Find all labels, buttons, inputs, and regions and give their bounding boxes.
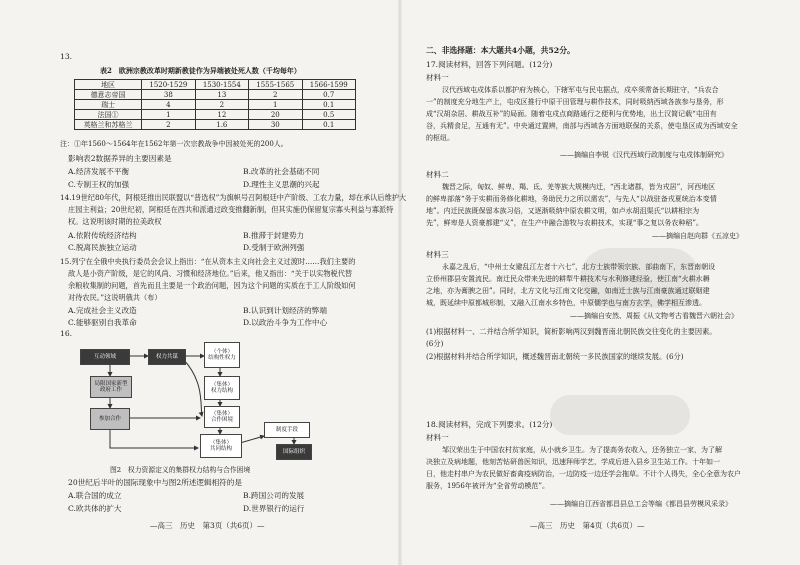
box-institutional-means: 制度手段 [264,422,310,438]
table-header-cell: 1530-1554 [195,80,248,90]
q18-material-line: 决独立及病地题，他刻苦钻研兽医知识，迅速拜师学艺，学成后进入县乡卫生站工作。十年如一 [426,458,720,466]
q17-part-1: (1)根据材料一、二并结合所学知识，简析影响两汉到魏晋南北朝民族交往变化的主要因素。 [426,327,717,336]
q13-stem: 影响表2数据养异的主要因素是 [68,154,172,163]
q16-option-c[interactable]: C.欧共体的扩大 [68,504,122,513]
material-3-label: 材料三 [426,250,449,259]
box-common-structure: （集体） 共同结构 [200,434,242,458]
material-2-source: ——摘编自赵向群《五凉史》 [652,232,743,240]
q18-material-line: 服务，1956年被评为“全省劳动模范”。 [426,482,549,490]
table-cell: 13 [195,90,248,100]
material-3-line: 城，既延续中原都城形制，又融入江南水乡特色，中原儒学也与南方玄学，佛学相互渗透。 [426,299,706,307]
table-row [75,120,356,130]
table-cell: 0.5 [302,110,356,120]
material-1-line: 汉代西域屯戍体系以都护府为核心，下辖军屯与民屯据点，戍卒须常备长期驻守，“兵农合 [442,86,719,94]
table-cell: 英格兰和苏格兰 [75,120,142,130]
table-header-cell: 1566-1599 [302,80,356,90]
table-header-cell: 1520-1529 [142,80,195,90]
box-power-collusion: 权力共谋 [148,349,186,365]
material-1-line: 谷，兵精食足，互通有无”。中央通过置辨，南部与西域各方面地联保的关系，使屯垦区成为西域安全 [426,122,738,130]
q18-heading: 18.阅读材料，完成下列要求。(12分) [426,420,553,429]
watermark-blot [550,395,690,435]
figure-caption: 图2 权力资源定义的集群权力结构与合作困境 [110,466,251,474]
material-2-line: 的鲜卑部落“务于实耕而务修化耕地，务助民力之所以需农”，与先人“以战驻备戎夏统治本变情 [426,195,717,203]
material-1-label: 材料一 [426,73,449,82]
table-cell: 德意志帝国 [75,90,142,100]
table-row [75,90,356,100]
table-row [75,100,356,110]
table-header-cell: 1555-1565 [249,80,302,90]
q18-material-line: 邹汉荣出生于中国农村贫家庭，从小就乡卫生。为了提高务农收入，还务独立一家，为了解 [442,446,722,454]
material-1-source: ——摘编自李锐《汉代西域行政制度与屯戍体制研究》 [560,151,728,159]
q13-option-a[interactable]: A.经济发展不平衡 [68,167,130,176]
q16-option-d[interactable]: D.世界银行的运行 [243,504,305,513]
material-2-label: 材料二 [426,170,449,179]
q14-line: 14.19世纪80年代，阿根廷推出民联盟以“普选权”为旗帜号召阿根廷中产阶级、工农力量，却在承认后维护大 [60,193,407,202]
table-cell: 2 [249,90,302,100]
power-structure-diagram [80,338,340,463]
q13-number: 13. [60,52,73,61]
box-cooperation-dilemma: （集体） 合作困境 [204,406,240,428]
q15-option-a[interactable]: A.完成社会主义改造 [68,306,137,315]
material-1-line: 的枢纽。 [426,134,454,142]
q17-heading: 17.阅读材料，回答下列问题。(12分) [426,60,553,69]
table-cell: 1 [249,100,302,110]
q14-option-b[interactable]: B.推滞于封建势力 [243,231,305,240]
table-cell: 1 [142,110,195,120]
table-cell: 瑞士 [75,100,142,110]
q15-line: 对待农民。”这说明俄共（布） [68,293,162,302]
table-cell: 0.7 [302,90,356,100]
table-header-row [75,80,356,90]
q17-part-2: (2)根据材料并结合所学知识，概述魏晋南北朝统一多民族国家的继续发展。(6分) [426,352,684,361]
table-cell: 2 [142,120,195,130]
material-2-line: 地”。内迁民族既保留本族习俗，又逐渐吸纳中原农耕文明，如卢水胡沮渠氏“以耕相宗为 [426,207,700,215]
material-2-line: 魏晋之际，匈奴、鲜卑、羯、氐、羌等族大规模内迁，“西北诸郡，皆为戎居”，河西地区 [442,183,716,191]
page-footer: —高三 历史 第4页（共6页）— [530,521,645,530]
table-note: 注：①年1560～1564年在1562年第一次宗教战争中因被处死的200人。 [60,140,288,148]
table-cell: 0.1 [302,120,356,130]
section-heading: 二、非选择题：本大题共4小题，共52分。 [426,46,575,55]
material-3-line: 立侨州郡县安置流民。南迁民众带来先进的耕犁牛耕技术与水利修建经验，使江南“火耕水耨 [426,275,710,283]
q16-number: 16. [60,329,73,338]
table-title: 表2 欧洲宗教改革时期新教徒作为异端被处死人数（千均每年） [100,66,301,75]
table-row [75,110,356,120]
q15-line: 15.列宁在全俄中央执行委员会会议上指出：“在从资本主义向社会主义过渡时……我们主要的 [60,257,356,266]
q14-option-c[interactable]: C.脱离民族独立运动 [68,243,137,252]
material-2-line: 先”，鲜卑是人资豪都建“义”，在生产中融合游牧与农耕技术，实现“事之复以务农种稻”。 [426,219,703,227]
q16-option-b[interactable]: B.跨国公司的发展 [243,491,305,500]
table-cell: 12 [195,110,248,120]
q13-option-d[interactable]: D.理性主义思潮的兴起 [243,180,320,189]
q15-line: 余粮收集制的问题，首先而且主要是一个政治问题，因为这个问题的实质在于工人阶级如何 [68,281,356,290]
q15-line: 敌人是小资产阶级，是它的风尚、习惯和经济地位。”后来，他又指出：“关于以实物税代替 [68,269,353,278]
box-international-org: 国际组织 [276,444,312,460]
q18-material-1-label: 材料一 [426,433,449,442]
page-footer: —高三 历史 第3页（共6页）— [150,521,265,530]
q14-line: 庄园主利益；20世纪初，阿根廷在西共和派通过政变推翻新制，但其实施仍保留复宗寡头利益与寡派特 [68,205,394,214]
material-1-line: 一”的制度充分地生产上，屯戍区推行中原干田管理与耕作技术，同时吸纳西域各族参与垦务，形 [426,98,724,106]
q14-option-d[interactable]: D.受制于欧洲列强 [243,243,305,252]
material-3-line: 永嘉之乱后，“中州士女避乱江左者十六七”，北方士族带领宗族、部曲南下，东晋南朝设 [442,263,716,271]
q15-option-c[interactable]: C.能够驱别自我革命 [68,318,137,327]
box-power-structure: （集体） 权力结构 [204,376,240,400]
q18-material-line: 日，他走村串户为农民做好畜禽疫病防治，一边防疫一边还学会拖草。不计个人得失，全心全意为农户 [426,470,741,478]
q14-option-a[interactable]: A.依附传统经济结构 [68,231,137,240]
material-3-source: ——摘编自安然、周振《从文物考古看魏晋六朝社会》 [570,312,738,320]
table-cell: 4 [142,100,195,110]
q15-option-b[interactable]: B.认识到计划经济的弊端 [243,306,327,315]
table-cell: 30 [249,120,302,130]
table-header-cell: 地区 [75,80,142,90]
box-new-government: 局限国家新型 政府工作 [90,376,132,398]
box-interaction-field: 互动领域 [80,349,130,365]
table-cell: 38 [142,90,195,100]
q16-option-a[interactable]: A.联合国的成立 [68,491,122,500]
q13-option-b[interactable]: B.改革的社会基础不同 [243,167,320,176]
q17-part-1-score: (6分) [426,339,444,348]
q13-option-c[interactable]: C.专制王权的加强 [68,180,130,189]
box-structural-power: （个体） 结构性权力 [204,342,240,368]
material-1-line: 成“汉胡杂居、耕战互补”的局面。随着屯戍点商路通行之便利与优势地，出土汉简记载“屯田有 [426,110,717,118]
table-cell: 0.1 [302,100,356,110]
table-cell: 法国① [75,110,142,120]
executions-table [74,79,356,130]
table-cell: 20 [249,110,302,120]
q18-source: ——摘编自江西省都昌县总工会等编《都昌县劳模风采录》 [550,500,732,508]
right-page [400,0,800,565]
q15-option-d[interactable]: D.以政治斗争为工作中心 [243,318,328,327]
box-join-cooperation: 参加合作 [90,408,130,430]
q14-line: 权。这说明该时期的拉美政权 [68,217,162,226]
q16-stem: 20世纪后半叶的国际现象中与图2所述逻辑相符的是 [68,478,242,487]
table-cell: 1.6 [195,120,248,130]
material-3-line: 之地，亦为膏腴之田”。同时，北方文化与江南文化交融，如南迁士族与江南豪族通过联姻建 [426,287,710,295]
table-cell: 2 [195,100,248,110]
